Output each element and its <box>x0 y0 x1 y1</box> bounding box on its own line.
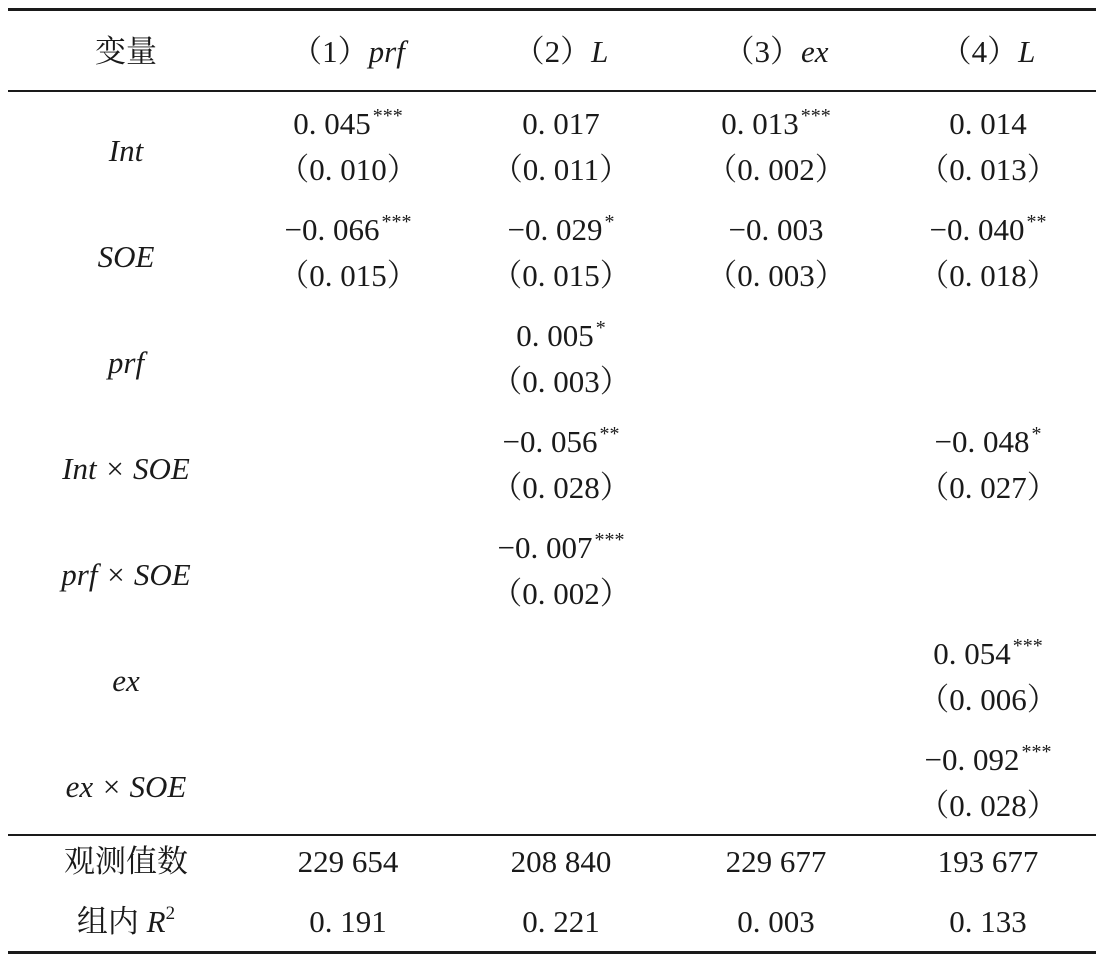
observations-value: 229 677 <box>725 844 827 879</box>
coefficient-value: 0. 013 <box>721 106 799 141</box>
significance-stars: *** <box>1021 741 1052 763</box>
row-label: prf × SOE <box>61 557 191 592</box>
r-squared-symbol: R <box>146 904 166 939</box>
r-squared-label-prefix: 组内 <box>76 904 147 939</box>
significance-stars: *** <box>800 105 831 127</box>
column-dependent-variable: L <box>591 34 609 69</box>
standard-error: （0. 013） <box>918 152 1058 187</box>
column-header <box>233 34 463 70</box>
significance-stars: * <box>1031 423 1042 445</box>
coefficient <box>446 424 676 464</box>
significance-stars: ** <box>599 423 620 445</box>
standard-error: （0. 002） <box>706 152 846 187</box>
column-dependent-variable: ex <box>800 34 829 69</box>
coefficient-value: −0. 029 <box>507 212 603 247</box>
coefficient <box>873 636 1103 676</box>
standard-error: （0. 002） <box>491 576 631 611</box>
column-number: （2） <box>513 34 592 69</box>
r-squared-superscript: 2 <box>165 903 176 924</box>
column-number: （1） <box>291 34 369 69</box>
column-dependent-variable: prf <box>368 34 405 69</box>
coefficient-value: 0. 014 <box>949 106 1027 141</box>
coefficient <box>446 106 676 142</box>
coefficient-value: −0. 003 <box>728 212 824 247</box>
regression-table <box>8 8 1096 954</box>
coefficient-value: −0. 066 <box>284 212 380 247</box>
significance-stars: * <box>604 211 615 233</box>
column-number: （4） <box>940 34 1019 69</box>
r-squared-value: 0. 221 <box>522 904 600 939</box>
standard-error: （0. 003） <box>706 258 846 293</box>
r-squared-value: 0. 191 <box>309 904 387 939</box>
coefficient-value: 0. 054 <box>933 636 1011 671</box>
coefficient <box>873 106 1103 142</box>
standard-error: （0. 027） <box>918 470 1058 505</box>
significance-stars: ** <box>1026 211 1047 233</box>
significance-stars: *** <box>381 211 412 233</box>
coefficient <box>661 106 891 146</box>
header-variable-label: 变量 <box>95 34 157 69</box>
coefficient <box>661 212 891 248</box>
row-label: prf <box>107 345 145 380</box>
coefficient <box>873 424 1103 464</box>
coefficient <box>446 530 676 570</box>
column-header <box>873 34 1103 70</box>
significance-stars: *** <box>594 529 625 551</box>
standard-error: （0. 028） <box>491 470 631 505</box>
column-number: （3） <box>723 34 801 69</box>
row-label: SOE <box>97 239 155 274</box>
observations-value: 229 654 <box>297 844 399 879</box>
coefficient-value: 0. 005 <box>516 318 594 353</box>
r-squared-label <box>8 904 244 945</box>
significance-stars: * <box>595 317 606 339</box>
significance-stars: *** <box>372 105 403 127</box>
r-squared-value: 0. 003 <box>737 904 815 939</box>
standard-error: （0. 018） <box>918 258 1058 293</box>
standard-error: （0. 028） <box>918 788 1058 823</box>
coefficient-value: −0. 007 <box>497 530 593 565</box>
coefficient-value: 0. 017 <box>522 106 600 141</box>
coefficient <box>873 742 1103 782</box>
observations-value: 208 840 <box>510 844 612 879</box>
coefficient <box>446 212 676 252</box>
coefficient <box>446 318 676 358</box>
significance-stars: *** <box>1012 635 1043 657</box>
footer-rule <box>8 834 1096 836</box>
standard-error: （0. 003） <box>491 364 631 399</box>
bottom-rule <box>8 951 1096 954</box>
coefficient <box>873 212 1103 252</box>
r-squared-value: 0. 133 <box>949 904 1027 939</box>
row-label: Int <box>108 133 144 168</box>
standard-error: （0. 006） <box>918 682 1058 717</box>
standard-error: （0. 015） <box>278 258 418 293</box>
row-label: ex × SOE <box>65 769 187 804</box>
observations-value: 193 677 <box>937 844 1039 879</box>
standard-error: （0. 010） <box>278 152 418 187</box>
coefficient-value: −0. 040 <box>929 212 1025 247</box>
observations-label: 观测值数 <box>64 844 188 879</box>
column-header <box>446 34 676 70</box>
coefficient-value: −0. 056 <box>502 424 598 459</box>
coefficient <box>233 106 463 146</box>
coefficient-value: −0. 092 <box>924 742 1020 777</box>
header-rule <box>8 90 1096 92</box>
row-label: Int × SOE <box>62 451 190 486</box>
column-dependent-variable: L <box>1018 34 1036 69</box>
coefficient-value: −0. 048 <box>934 424 1030 459</box>
coefficient-value: 0. 045 <box>293 106 371 141</box>
row-label: ex <box>112 663 140 698</box>
standard-error: （0. 011） <box>491 152 631 187</box>
column-header <box>661 34 891 70</box>
standard-error: （0. 015） <box>491 258 631 293</box>
top-rule <box>8 8 1096 11</box>
coefficient <box>233 212 463 252</box>
